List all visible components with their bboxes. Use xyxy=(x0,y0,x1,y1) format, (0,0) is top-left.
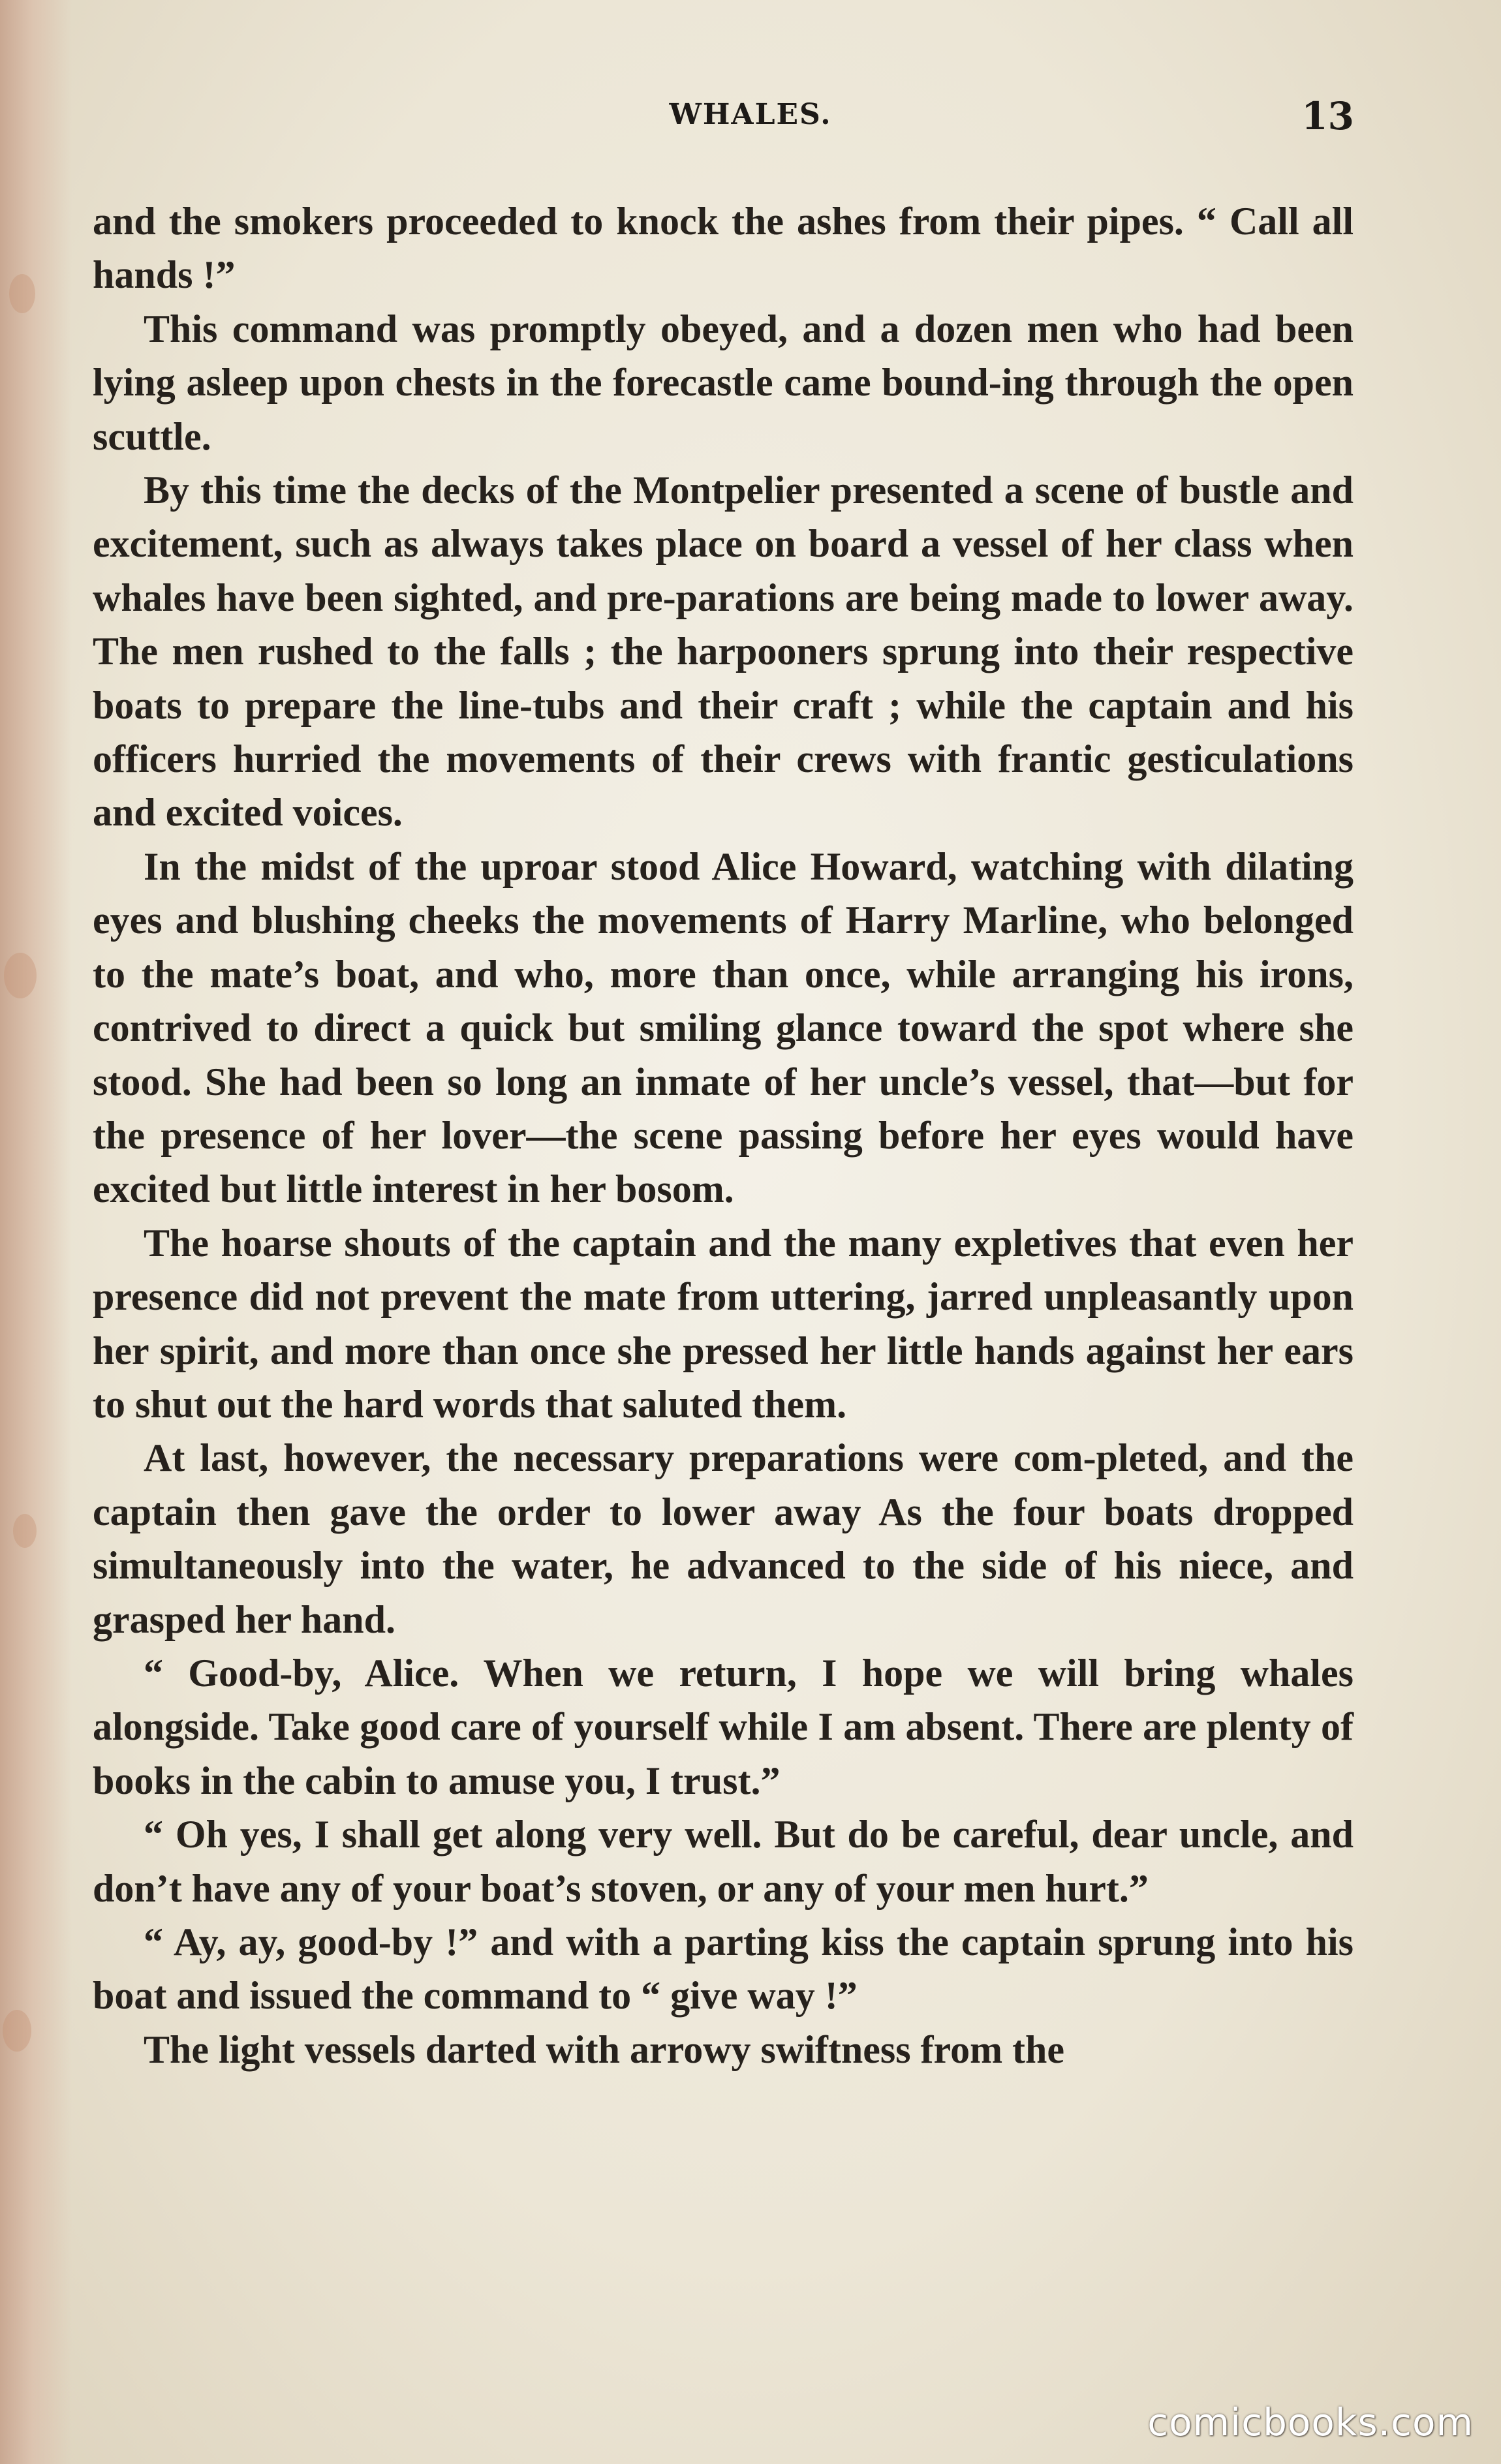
page-stain xyxy=(4,953,37,998)
paragraph: and the smokers proceeded to knock the ashes from their pipes. “ Call all hands !” xyxy=(93,200,1354,297)
paragraph: By this time the decks of the Montpelier presented a scene of bustle and excitement, such as always takes place on board a vessel of her class when whales have been sighted, and pre-parations are being made to lower away. The men rushed to the falls ; the harpooners sprung into their respective boats to prepare the line-tubs and their craft ; while the captain and his officers hurried the movements of their crews with frantic gesticulations and excited voices. xyxy=(93,469,1354,835)
page-stain xyxy=(3,2010,31,2052)
paragraph: “ Good-by, Alice. When we return, I hope we will bring whales alongside. Take good care of yourself while I am absent. There are plenty of books in the cabin to amuse you, I trust.” xyxy=(93,1651,1354,1802)
paragraph: The hoarse shouts of the captain and the many expletives that even her presence did not prevent the mate from uttering, jarred unpleasantly upon her spirit, and more than once she pressed her little hands against her ears to shut out the hard words that saluted them. xyxy=(93,1221,1354,1426)
paragraph: “ Ay, ay, good-by !” and with a parting kiss the captain sprung into his boat and issued the command to “ give way !” xyxy=(93,1920,1354,2018)
page-stain xyxy=(9,274,35,313)
body-text xyxy=(93,194,1354,2076)
page-header xyxy=(0,94,1501,150)
paragraph: “ Oh yes, I shall get along very well. But do be careful, dear uncle, and don’t have any of your boat’s stoven, or any of your men hurt.” xyxy=(93,1813,1354,1910)
running-title: WHALES. xyxy=(669,98,832,131)
page-stain xyxy=(13,1514,37,1548)
page-number: 13 xyxy=(1301,94,1354,138)
paragraph: At last, however, the necessary preparations were com-pleted, and the captain then gave the order to lower away As the four boats dropped simultaneously into the water, he advanced to the side of his niece, and grasped her hand. xyxy=(93,1436,1354,1641)
site-watermark: comicbooks.com xyxy=(1147,2400,1474,2444)
paragraph: In the midst of the uproar stood Alice Howard, watching with dilating eyes and blushing cheeks the movements of Harry Marline, who belonged to the mate’s boat, and who, more than once, while arranging his irons, contrived to direct a quick but smiling glance toward the spot where she stood. She had been so long an inmate of her uncle’s vessel, that—but for the presence of her lover—the scene passing before her eyes would have excited but little interest in her bosom. xyxy=(93,844,1354,1211)
worn-page-edge xyxy=(0,0,72,2464)
paragraph: This command was promptly obeyed, and a dozen men who had been lying asleep upon chests in the forecastle came bound-ing through the open scuttle. xyxy=(93,307,1354,458)
paragraph: The light vessels darted with arrowy swiftness from the xyxy=(144,2027,1065,2071)
